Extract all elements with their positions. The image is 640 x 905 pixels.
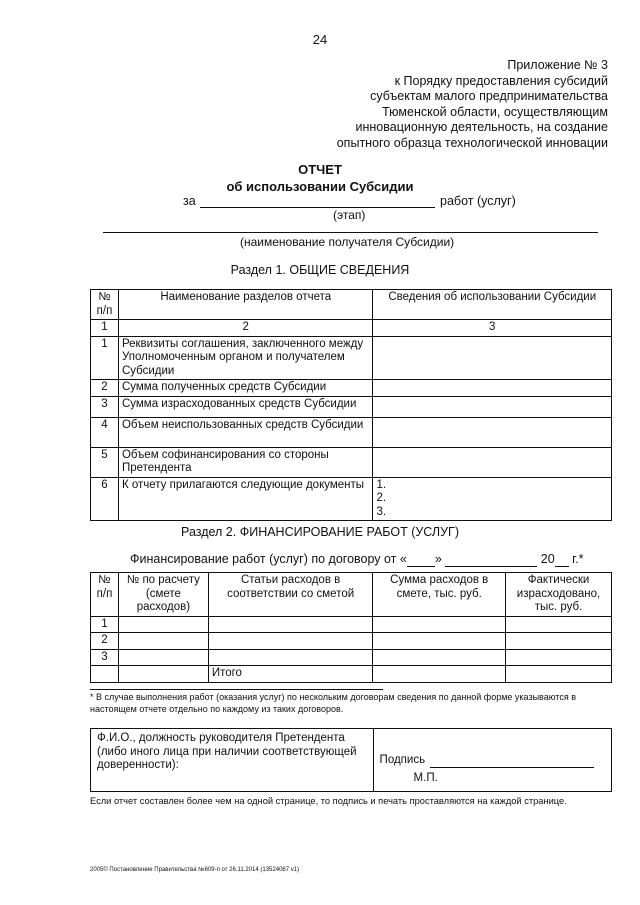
total-label: Итого: [208, 666, 373, 683]
table-row: [91, 649, 612, 666]
col-header-num: № п/п: [91, 290, 119, 320]
section1-table: [90, 289, 612, 521]
report-title: ОТЧЕТ: [298, 162, 342, 177]
cell[interactable]: [118, 616, 208, 633]
cell[interactable]: [208, 616, 373, 633]
row-name: Сумма полученных средств Субсидии: [118, 380, 373, 397]
row-number: 1: [91, 336, 119, 380]
attachment-item: 3.: [376, 505, 387, 518]
table-total-row: [91, 666, 612, 683]
col-header-actual: Фактически израсходовано, тыс. руб.: [506, 573, 612, 617]
financing-mid: »: [434, 552, 442, 566]
day-blank[interactable]: [407, 552, 435, 567]
za-label: за: [183, 194, 196, 208]
attachments-cell[interactable]: [373, 477, 612, 521]
recipient-label: (наименование получателя Субсидии): [240, 235, 455, 249]
table-row: [91, 447, 612, 477]
total-actual-cell[interactable]: [506, 666, 612, 683]
col-header-name: Наименование разделов отчета: [118, 290, 373, 320]
appendix-line: к Порядку предоставления субсидий: [394, 73, 608, 88]
table-row: [91, 380, 612, 397]
row-value-cell[interactable]: [373, 417, 612, 447]
attachment-item: 1.: [376, 478, 387, 491]
row-number: 2: [91, 380, 119, 397]
col-header-items: Статьи расходов в соответствии со сметой: [208, 573, 373, 617]
cell[interactable]: [208, 633, 373, 650]
cell[interactable]: [118, 633, 208, 650]
col-number: 2: [118, 320, 373, 337]
row-number: 4: [91, 417, 119, 447]
table-row: [91, 477, 612, 521]
row-number: 3: [91, 649, 119, 666]
row-name: Сумма израсходованных средств Субсидии: [118, 396, 373, 417]
appendix-line: опытного образца технологической инновации: [336, 135, 608, 150]
appendix-line: субъектам малого предпринимательства: [370, 89, 608, 103]
section2-heading: Раздел 2. ФИНАНСИРОВАНИЕ РАБОТ (УСЛУГ): [181, 525, 459, 539]
col-header-sum: Сумма расходов в смете, тыс. руб.: [373, 573, 506, 617]
stage-label: (этап): [333, 208, 366, 222]
cell[interactable]: [506, 616, 612, 633]
cell: [91, 666, 119, 683]
appendix-line: Тюменской области, осуществляющим: [382, 104, 608, 119]
cell[interactable]: [373, 633, 506, 650]
appendix-line: Приложение № 3: [507, 58, 608, 72]
row-value-cell[interactable]: [373, 396, 612, 417]
signature-row: [91, 729, 612, 792]
table-row: [91, 616, 612, 633]
row-value-cell[interactable]: [373, 447, 612, 477]
col-header-info: Сведения об использовании Субсидии: [373, 290, 612, 320]
bottom-note: Если отчет составлен более чем на одной странице, то подпись и печать проставляются на каждой странице.: [90, 796, 567, 806]
financing-year: 20: [540, 552, 555, 566]
appendix-block: [337, 58, 608, 151]
footnote: * В случае выполнения работ (оказания услуг) по нескольким договорам сведения по данной форме указываются в настоящем отчете отдельно по каждому из таких договоров.: [90, 692, 576, 714]
signature-label: Подпись: [379, 754, 426, 766]
cell[interactable]: [373, 649, 506, 666]
table-header-row: [91, 290, 612, 320]
table-header-row: [91, 573, 612, 617]
row-value-cell[interactable]: [373, 336, 612, 380]
col-header-estimate: № по расчету (смете расходов): [118, 573, 208, 617]
stage-line[interactable]: [200, 207, 435, 208]
col-header-num: № п/п: [91, 573, 119, 617]
attachment-item: 2.: [376, 492, 387, 504]
cell[interactable]: [373, 616, 506, 633]
page-number: 24: [312, 32, 328, 47]
appendix-line: инновационную деятельность, на создание: [355, 120, 608, 134]
table-row: [91, 417, 612, 447]
year-blank[interactable]: [555, 552, 569, 567]
table-col-number-row: [91, 320, 612, 337]
cell[interactable]: [118, 649, 208, 666]
document-footer: 2005© Постановление Правительства №609-п от 26.11.2014 (13524067 v1): [90, 867, 300, 873]
row-number: 5: [91, 447, 119, 477]
report-subtitle: об использовании Субсидии: [226, 179, 414, 194]
row-name: К отчету прилагаются следующие документы: [118, 477, 373, 521]
table-row: [91, 396, 612, 417]
signature-table: [90, 728, 612, 792]
recipient-line[interactable]: [103, 232, 598, 233]
row-number: 6: [91, 477, 119, 521]
financing-line: [130, 552, 584, 567]
row-number: 2: [91, 633, 119, 650]
director-info: Ф.И.О., должность руководителя Претендента (либо иного лица при наличии соответствующей доверенности):: [91, 729, 374, 792]
row-number: 3: [91, 396, 119, 417]
cell[interactable]: [506, 633, 612, 650]
works-label: работ (услуг): [440, 194, 516, 208]
cell[interactable]: [506, 649, 612, 666]
row-name: Реквизиты соглашения, заключенного между Уполномоченным органом и получателем Субсидии: [118, 336, 373, 380]
section2-table: [90, 572, 612, 683]
col-number: 3: [373, 320, 612, 337]
col-number: 1: [91, 320, 119, 337]
cell[interactable]: [208, 649, 373, 666]
table-row: [91, 336, 612, 380]
financing-prefix: Финансирование работ (услуг) по договору от «: [130, 552, 407, 566]
signature-line[interactable]: [430, 767, 594, 768]
total-sum-cell[interactable]: [373, 666, 506, 683]
row-name: Объем неиспользованных средств Субсидии: [118, 417, 373, 447]
month-blank[interactable]: [445, 552, 537, 567]
row-number: 1: [91, 616, 119, 633]
section1-heading: Раздел 1. ОБЩИЕ СВЕДЕНИЯ: [230, 263, 410, 277]
table-row: [91, 633, 612, 650]
financing-suffix: г.*: [572, 552, 584, 566]
cell: [118, 666, 208, 683]
footnote-divider: [90, 689, 383, 690]
signature-cell: [373, 729, 611, 792]
row-name: Объем софинансирования со стороны Претендента: [118, 447, 373, 477]
row-value-cell[interactable]: [373, 380, 612, 397]
stamp-label: М.П.: [413, 772, 438, 784]
